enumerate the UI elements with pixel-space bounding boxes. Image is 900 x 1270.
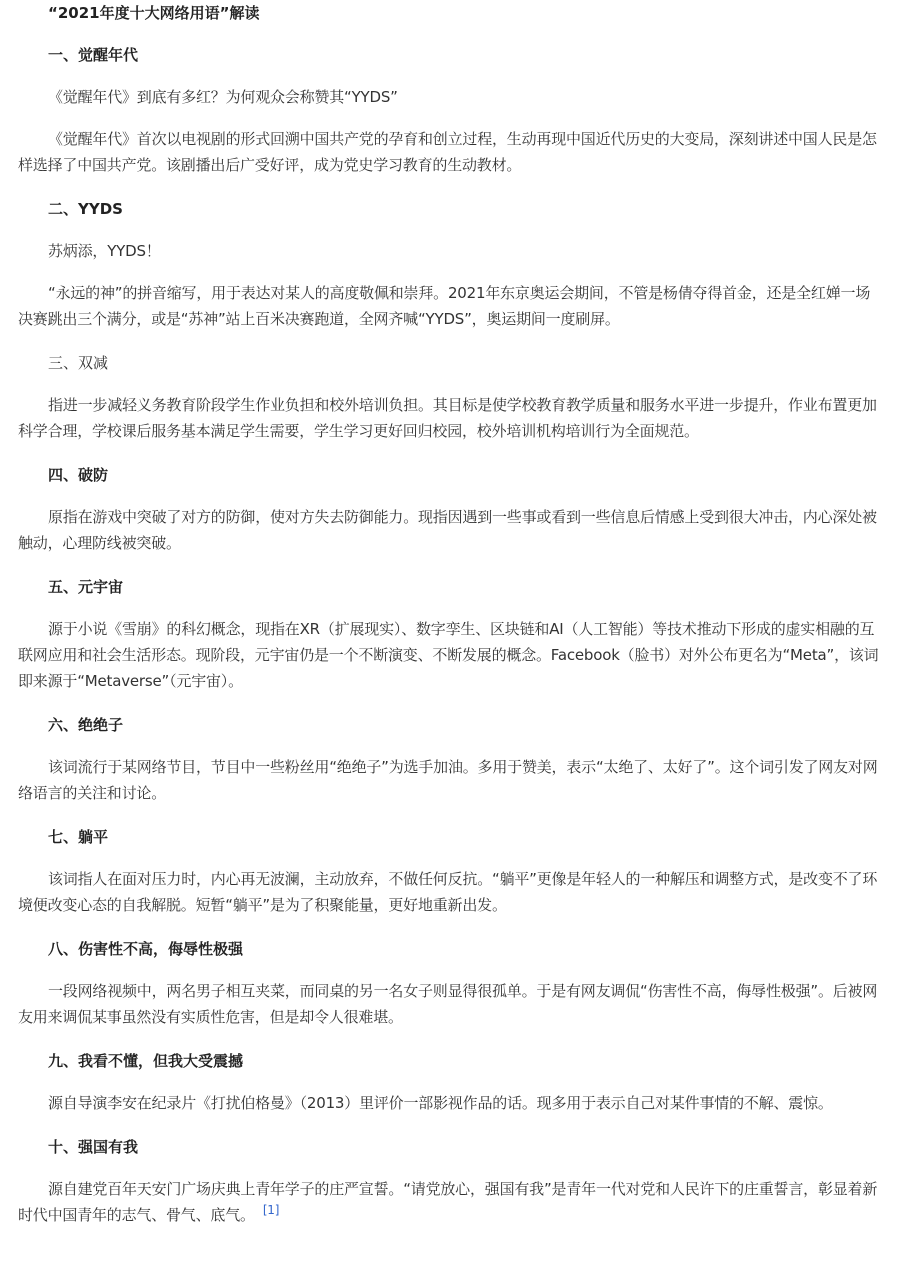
reference-link[interactable]: [1] bbox=[262, 1203, 280, 1217]
section-3-paragraph-1: 指进一步减轻义务教育阶段学生作业负担和校外培训负担。其目标是使学校教育教学质量和服务水平进一步提升，作业布置更加科学合理，学校课后服务基本满足学生需要，学生学习更好回归校园，校外培训机构培训行为全面规范。 bbox=[18, 396, 877, 440]
section-5-paragraph-1: 源于小说《雪崩》的科幻概念，现指在XR（扩展现实）、数字孪生、区块链和AI（人工智能）等技术推动下形成的虚实相融的互联网应用和社会生活形态。现阶段，元宇宙仍是一个不断演变、不断发展的概念。Facebook（脸书）对外公布更名为“Meta”，该词即来源于“Metaverse”（元宇宙）。 bbox=[18, 620, 879, 690]
section-6-paragraph-1: 该词流行于某网络节目，节目中一些粉丝用“绝绝子”为选手加油。多用于赞美，表示“太绝了、太好了”。这个词引发了网友对网络语言的关注和讨论。 bbox=[18, 758, 878, 802]
section-1-paragraph-2: 《觉醒年代》首次以电视剧的形式回溯中国共产党的孕育和创立过程，生动再现中国近代历史的大变局，深刻讲述中国人民是怎样选择了中国共产党。该剧播出后广受好评，成为党史学习教育的生动教材。 bbox=[18, 130, 877, 174]
section-heading-3: 三、双减 bbox=[48, 354, 109, 372]
section-1-paragraph-1: 《觉醒年代》到底有多红？为何观众会称赞其“YYDS” bbox=[48, 88, 398, 106]
section-10-paragraph-1 bbox=[18, 1176, 880, 1228]
section-7-paragraph-1: 该词指人在面对压力时，内心再无波澜，主动放弃，不做任何反抗。“躺平”更像是年轻人的一种解压和调整方式，是改变不了环境便改变心态的自我解脱。短暂“躺平”是为了积聚能量，更好地重新出发。 bbox=[18, 870, 878, 914]
section-2-paragraph-1: 苏炳添，YYDS！ bbox=[48, 242, 161, 260]
section-2-paragraph-2: “永远的神”的拼音缩写，用于表达对某人的高度敬佩和崇拜。2021年东京奥运会期间，不管是杨倩夺得首金，还是全红婵一场决赛跳出三个满分，或是“苏神”站上百米决赛跑道，全网齐喊“YYDS”，奥运期间一度刷屏。 bbox=[18, 284, 871, 328]
article-title: “2021年度十大网络用语”解读 bbox=[48, 4, 260, 22]
section-heading-7: 七、躺平 bbox=[48, 828, 109, 846]
section-heading-8: 八、伤害性不高，侮辱性极强 bbox=[48, 940, 244, 958]
section-10-paragraph-text: 源自建党百年天安门广场庆典上青年学子的庄严宣誓。“请党放心，强国有我”是青年一代对党和人民许下的庄重誓言，彰显着新时代中国青年的志气、骨气、底气。 bbox=[18, 1180, 878, 1224]
section-heading-9: 九、我看不懂，但我大受震撼 bbox=[48, 1052, 244, 1070]
section-9-paragraph-1: 源自导演李安在纪录片《打扰伯格曼》（2013）里评价一部影视作品的话。现多用于表示自己对某件事情的不解、震惊。 bbox=[48, 1094, 833, 1112]
section-heading-2: 二、YYDS bbox=[48, 200, 123, 218]
section-heading-10: 十、强国有我 bbox=[48, 1138, 139, 1156]
section-heading-5: 五、元宇宙 bbox=[48, 578, 124, 596]
section-heading-6: 六、绝绝子 bbox=[48, 716, 124, 734]
section-heading-4: 四、破防 bbox=[48, 466, 109, 484]
section-4-paragraph-1: 原指在游戏中突破了对方的防御，使对方失去防御能力。现指因遇到一些事或看到一些信息后情感上受到很大冲击，内心深处被触动，心理防线被突破。 bbox=[18, 508, 877, 552]
section-8-paragraph-1: 一段网络视频中，两名男子相互夹菜，而同桌的另一名女子则显得很孤单。于是有网友调侃“伤害性不高，侮辱性极强”。后被网友用来调侃某事虽然没有实质性危害，但是却令人很难堪。 bbox=[18, 982, 878, 1026]
section-heading-1: 一、觉醒年代 bbox=[48, 46, 139, 64]
